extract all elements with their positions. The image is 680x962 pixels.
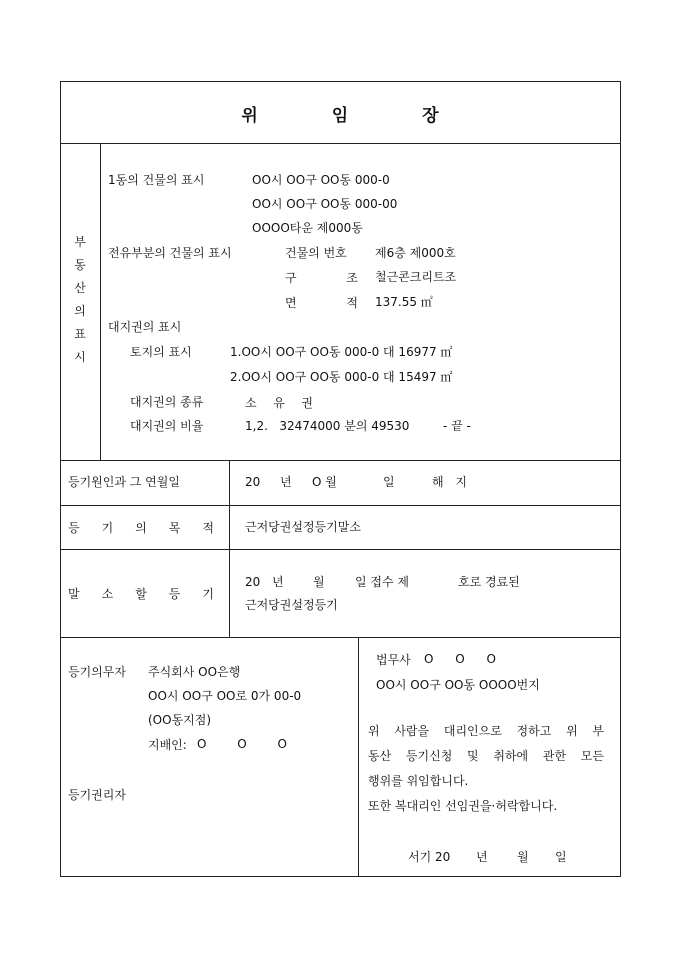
land-right-label: 대지권의 표시: [108, 320, 182, 334]
table-border-left: [60, 81, 61, 877]
cancel-value-line2: 근저당권설정등기: [245, 598, 338, 612]
land-line: 1.OO시 OO구 OO동 000-0 대 16977 ㎡: [230, 345, 453, 359]
right-type-value: [245, 394, 313, 411]
side-label-char: 시: [74, 350, 86, 364]
table-border-bottom: [60, 876, 621, 877]
title-char: 임: [331, 106, 349, 126]
title-char: 위: [241, 106, 258, 126]
obligor-label: 등기의무자: [68, 665, 126, 679]
area-label-char: 면: [285, 296, 297, 310]
cause-label: 등기원인과 그 연월일: [68, 475, 180, 489]
statement-line: 위 사람을 대리인으로 정하고 위 부: [368, 724, 604, 738]
agent-title: 법무사: [376, 653, 411, 667]
agent-name-char: O: [424, 652, 434, 666]
row-divider: [60, 637, 621, 638]
ratio-label: 대지권의 비율: [130, 419, 204, 433]
obligor-name: 주식회사 OO은행: [148, 665, 241, 679]
cause-type: 해 지: [432, 475, 467, 489]
statement-line: 행위를 위임합니다.: [368, 774, 469, 788]
cancel-label: [68, 585, 214, 602]
right-type-char: 유: [273, 396, 285, 410]
obligor-address: OO시 OO구 OO로 0가 00-0: [148, 689, 302, 703]
label-column-divider: [229, 460, 230, 638]
cancel-label-char: 기: [202, 587, 214, 601]
cancel-label-char: 할: [135, 587, 147, 601]
cause-year-unit: 년: [280, 475, 292, 489]
building-label: 1동의 건물의 표시: [108, 173, 205, 187]
ratio-value: 1,2. 32474000 분의 49530: [245, 419, 410, 433]
obligor-manager-label: 지배인:: [148, 738, 187, 752]
cancel-month-unit: 월: [313, 575, 325, 589]
cancel-label-char: 등: [168, 587, 181, 601]
area-label: [285, 294, 358, 311]
side-label-char: 의: [74, 304, 86, 318]
land-label: 토지의 표시: [130, 345, 192, 359]
building-address-line: OOOO타운 제000동: [252, 221, 363, 235]
cancel-year: 20: [245, 575, 261, 589]
agent-name-char: O: [486, 652, 496, 666]
row-divider: [60, 505, 621, 506]
purpose-value: 근저당권설정등기말소: [245, 520, 361, 534]
purpose-label-char: 등: [68, 521, 80, 535]
purpose-label-char: 적: [202, 521, 214, 535]
obligee-label: 등기권리자: [68, 788, 126, 802]
manager-name-char: O: [277, 737, 287, 751]
obligor-manager-name: [197, 737, 287, 751]
date-year-unit: 년: [476, 850, 488, 864]
side-column-divider: [100, 143, 101, 461]
unit-label: 전유부분의 건물의 표시: [108, 246, 232, 260]
cancel-label-char: 소: [101, 587, 114, 601]
parties-column-divider: [358, 637, 359, 877]
date-month-unit: 월: [517, 850, 529, 864]
structure-value: 철근콘크리트조: [375, 270, 457, 284]
side-label-char: 산: [74, 281, 86, 295]
area-label-char: 적: [346, 296, 358, 310]
building-address-line: OO시 OO구 OO동 000-00: [252, 197, 398, 211]
manager-name-char: O: [237, 737, 247, 751]
row-divider: [60, 143, 621, 144]
statement-line: 동산 등기신청 및 취하에 관한 모든: [368, 749, 604, 763]
table-border-right: [620, 81, 621, 877]
statement-line: 또한 복대리인 선임권을·허락합니다.: [368, 799, 558, 813]
right-type-char: 권: [301, 396, 313, 410]
date-year: 서기 20: [408, 850, 451, 864]
side-label-char: 표: [74, 327, 86, 341]
cancel-label-char: 말: [68, 587, 80, 601]
right-type-label: 대지권의 종류: [130, 395, 204, 409]
purpose-label-char: 목: [168, 521, 181, 535]
side-label-char: 동: [74, 258, 86, 272]
cause-month: O 월: [312, 475, 337, 489]
manager-name-char: O: [197, 737, 207, 751]
date-day-unit: 일: [555, 850, 567, 864]
cancel-completed: 호로 경료된: [458, 575, 520, 589]
side-label-char: 부: [74, 235, 86, 249]
purpose-label-char: 의: [135, 521, 147, 535]
cancel-year-unit: 년: [272, 575, 284, 589]
unit-number-label: 건물의 번호: [285, 246, 347, 260]
cause-year: 20: [245, 475, 261, 489]
unit-number-value: 제6층 제000호: [375, 246, 456, 260]
right-type-char: 소: [245, 396, 257, 410]
row-divider: [60, 460, 621, 461]
structure-label-char: 구: [285, 271, 297, 285]
cause-day-unit: 일: [383, 475, 395, 489]
obligor-branch: (OO동지점): [148, 713, 212, 727]
agent-name: [424, 652, 496, 666]
document-title: [60, 101, 620, 126]
purpose-label-char: 기: [101, 521, 114, 535]
building-address-line: OO시 OO구 OO동 000-0: [252, 173, 390, 187]
area-value: 137.55 ㎡: [375, 295, 433, 309]
row-divider: [60, 549, 621, 550]
title-char: 장: [422, 106, 439, 126]
structure-label-char: 조: [346, 271, 358, 285]
agent-address: OO시 OO구 OO동 OOOO번지: [376, 678, 540, 692]
end-mark: - 끝 -: [443, 419, 471, 433]
land-line: 2.OO시 OO구 OO동 000-0 대 15497 ㎡: [230, 370, 453, 384]
structure-label: [285, 269, 358, 286]
cancel-receipt: 일 접수 제: [355, 575, 409, 589]
table-border-top: [60, 81, 621, 82]
purpose-label: [68, 519, 214, 536]
agent-name-char: O: [455, 652, 465, 666]
